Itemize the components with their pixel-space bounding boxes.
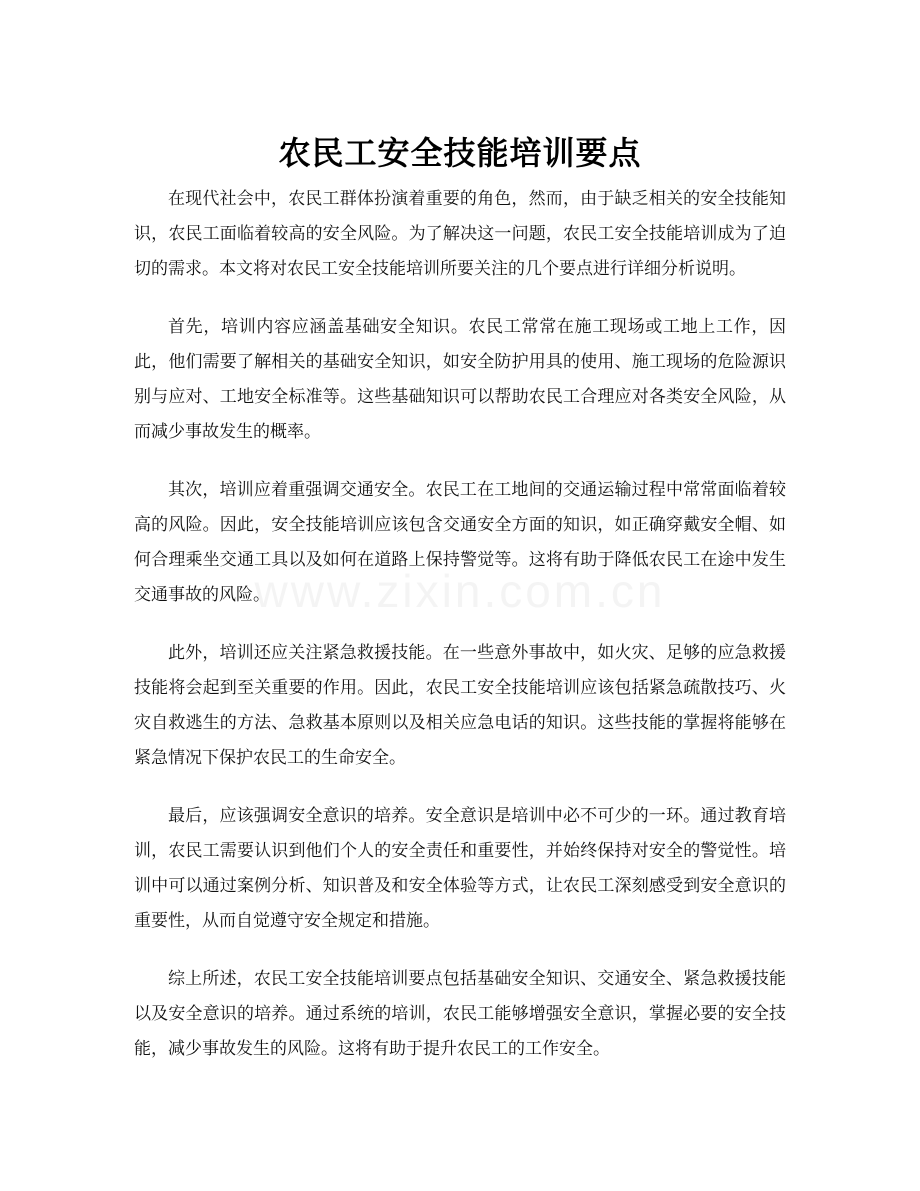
paragraph-emergency-rescue: 此外，培训还应关注紧急救援技能。在一些意外事故中，如火灾、足够的应急救援技能将会起到至关重要的作用。因此，农民工安全技能培训应该包括紧急疏散技巧、火灾自救逃生的方法、急救基本原则以及相关应急电话的知识。这些技能的掌握将能够在紧急情况下保护农民工的生命安全。 (134, 643, 786, 768)
paragraph-intro: 在现代社会中，农民工群体扮演着重要的角色，然而，由于缺乏相关的安全技能知识，农民工面临着较高的安全风险。为了解决这一问题，农民工安全技能培训成为了迫切的需求。本文将对农民工安全技能培训所要关注的几个要点进行详细分析说明。 (134, 189, 786, 279)
paragraph-traffic-safety: 其次，培训应着重强调交通安全。农民工在工地间的交通运输过程中常常面临着较高的风险。因此，安全技能培训应该包含交通安全方面的知识，如正确穿戴安全帽、如何合理乘坐交通工具以及如何在道路上保持警觉等。这将有助于降低农民工在途中发生交通事故的风险。 (134, 480, 786, 605)
watermark: www.zixin.com.cn (254, 565, 666, 617)
document-body (134, 182, 786, 1090)
document-title: 农民工安全技能培训要点 (278, 134, 642, 173)
paragraph-basic-safety: 首先，培训内容应涵盖基础安全知识。农民工常常在施工现场或工地上工作，因此，他们需要了解相关的基础安全知识，如安全防护用具的使用、施工现场的危险源识别与应对、工地安全标准等。这些基础知识可以帮助农民工合理应对各类安全风险，从而减少事故发生的概率。 (134, 317, 786, 442)
paragraph-conclusion: 综上所述，农民工安全技能培训要点包括基础安全知识、交通安全、紧急救援技能以及安全意识的培养。通过系统的培训，农民工能够增强安全意识，掌握必要的安全技能，减少事故发生的风险。这将有助于提升农民工的工作安全。 (134, 969, 786, 1059)
paragraph-safety-awareness: 最后，应该强调安全意识的培养。安全意识是培训中必不可少的一环。通过教育培训，农民工需要认识到他们个人的安全责任和重要性，并始终保持对安全的警觉性。培训中可以通过案例分析、知识普及和安全体验等方式，让农民工深刻感受到安全意识的重要性，从而自觉遵守安全规定和措施。 (134, 806, 786, 931)
